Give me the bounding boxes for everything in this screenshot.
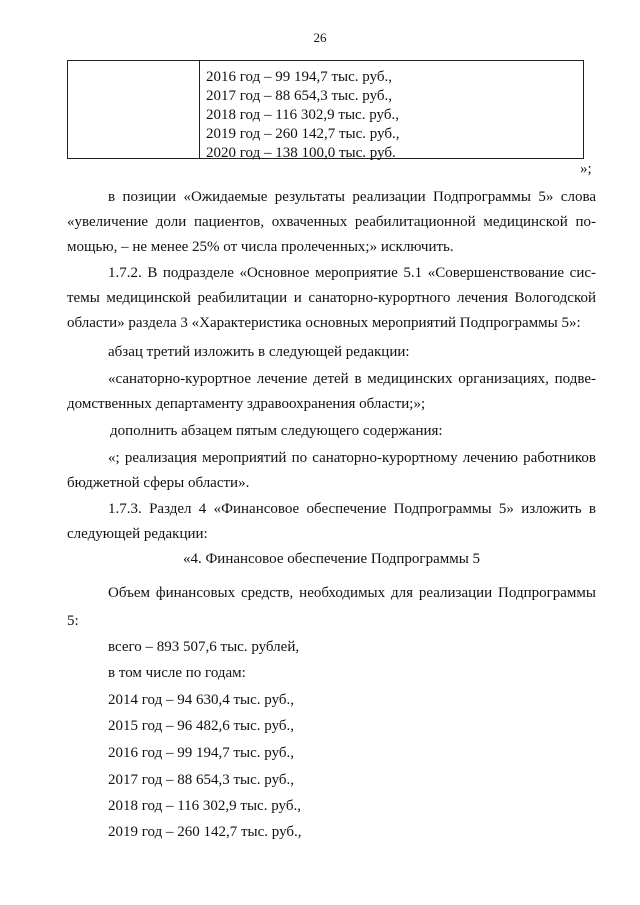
paragraph-line: в позиции «Ожидаемые результаты реализации Подпрограммы 5» слова [108,189,596,205]
funding-year-line: 2017 год – 88 654,3 тыс. руб., [108,772,295,788]
table-line: 2016 год – 99 194,7 тыс. руб., [206,69,393,85]
paragraph-line: «санаторно-курортное лечение детей в медицинских организациях, подве- [108,371,596,387]
funding-by-year-label: в том числе по годам: [108,665,246,681]
paragraph-line: Объем финансовых средств, необходимых для реализации Подпрограммы [108,585,596,601]
paragraph-line: 5: [67,613,79,629]
table-cell-funding [206,68,576,163]
table-line: 2017 год – 88 654,3 тыс. руб., [206,88,393,104]
page-number: 26 [313,30,327,45]
paragraph-line: дополнить абзацем пятым следующего содержания: [110,423,443,439]
section-heading: «4. Финансовое обеспечение Подпрограммы 5 [182,551,481,567]
funding-year-line: 2019 год – 260 142,7 тыс. руб., [108,824,302,840]
paragraph-line: «; реализация мероприятий по санаторно-курортному лечению работников [108,450,596,466]
table-line: 2018 год – 116 302,9 тыс. руб., [206,107,399,123]
table-line: 2020 год – 138 100,0 тыс. руб. [206,145,396,161]
paragraph-line: области» раздела 3 «Характеристика основных мероприятий Подпрограммы 5»: [67,315,581,331]
paragraph-line: следующей редакции: [67,526,208,542]
table-line: 2019 год – 260 142,7 тыс. руб., [206,126,400,142]
paragraph-line: бюджетной сферы области». [67,475,250,491]
paragraph-line: темы медицинской реабилитации и санаторно-курортного лечения Вологодской [67,290,596,306]
funding-year-line: 2014 год – 94 630,4 тыс. руб., [108,692,295,708]
paragraph-line: мощью, – не менее 25% от числа пролеченных;» исключить. [67,239,454,255]
paragraph-line: «увеличение доли пациентов, охваченных реабилитационной медицинской по- [67,214,596,230]
paragraph-line: домственных департаменту здравоохранения области;»; [67,396,426,412]
funding-year-line: 2015 год – 96 482,6 тыс. руб., [108,718,295,734]
paragraph-line: 1.7.2. В подразделе «Основное мероприятие 5.1 «Совершенствование сис- [108,265,596,281]
program-funding-table [67,60,584,159]
table-column-divider [199,61,200,158]
paragraph-line: 1.7.3. Раздел 4 «Финансовое обеспечение Подпрограммы 5» изложить в [108,501,596,517]
closing-quote-mark: »; [580,161,592,177]
paragraph-line: абзац третий изложить в следующей редакции: [108,344,410,360]
funding-year-line: 2016 год – 99 194,7 тыс. руб., [108,745,295,761]
funding-total: всего – 893 507,6 тыс. рублей, [108,639,300,655]
funding-year-line: 2018 год – 116 302,9 тыс. руб., [108,798,301,814]
